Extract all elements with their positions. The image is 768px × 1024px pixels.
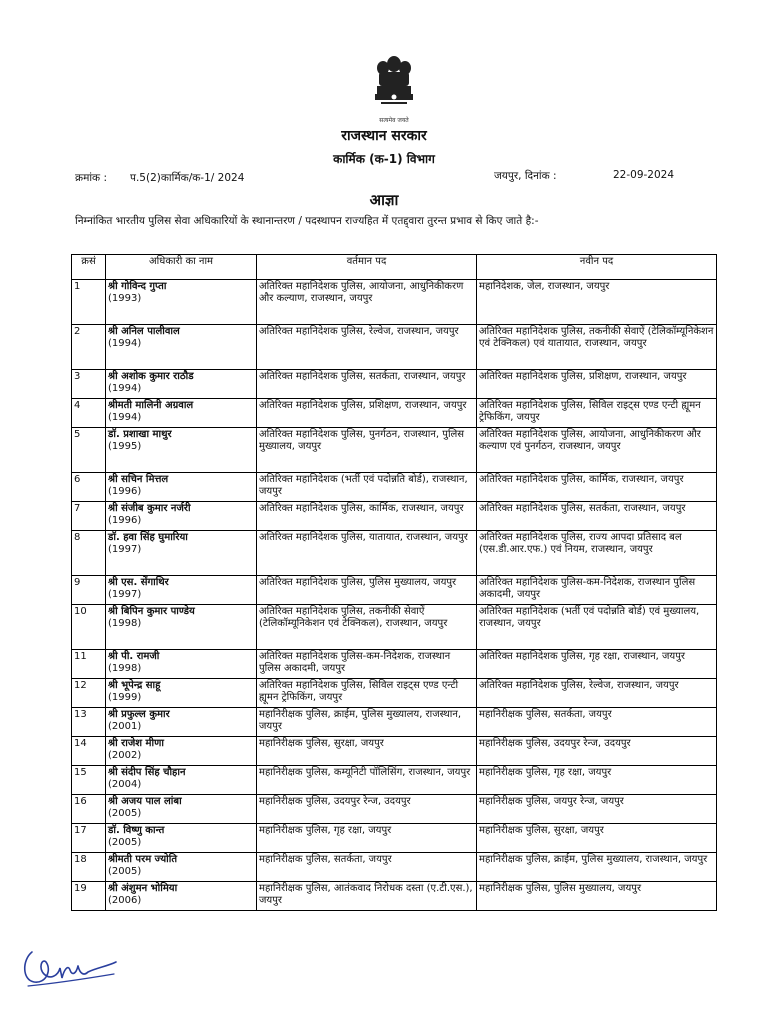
officer-name-cell: [106, 473, 257, 502]
new-post-cell: महानिदेशक, जेल, राजस्थान, जयपुर: [477, 280, 717, 325]
serial-cell: 19: [72, 882, 106, 911]
serial-cell: 16: [72, 795, 106, 824]
batch-year: (1995): [108, 441, 142, 452]
current-post-cell: महानिरीक्षक पुलिस, आतंकवाद निरोधक दस्ता (ए.टी.एस.), जयपुर: [257, 882, 477, 911]
new-post-cell: अतिरिक्त महानिदेशक पुलिस-कम-निदेशक, राजस्थान पुलिस अकादमी, जयपुर: [477, 576, 717, 605]
table-row: [72, 650, 717, 679]
place-date-label: जयपुर, दिनांक :: [494, 170, 557, 182]
government-title: राजस्थान सरकार: [341, 128, 427, 144]
serial-cell: 14: [72, 737, 106, 766]
batch-year: (1996): [108, 515, 142, 526]
officer-name: डॉ. प्रशाखा माथुर: [108, 429, 172, 440]
current-post-cell: अतिरिक्त महानिदेशक पुलिस-कम-निदेशक, राजस्थान पुलिस अकादमी, जयपुर: [257, 650, 477, 679]
new-post-cell: अतिरिक्त महानिदेशक (भर्ती एवं पदोन्नति बोर्ड) एवं मुख्यालय, राजस्थान, जयपुर: [477, 605, 717, 650]
header-officer-name: अधिकारी का नाम: [106, 255, 257, 280]
batch-year: (1999): [108, 692, 142, 703]
new-post-cell: अतिरिक्त महानिदेशक पुलिस, कार्मिक, राजस्थान, जयपुर: [477, 473, 717, 502]
officer-name: श्री संजीब कुमार नर्जरी: [108, 503, 191, 514]
svg-text:सत्यमेव जयते: सत्यमेव जयते: [379, 117, 409, 124]
officer-name-cell: [106, 824, 257, 853]
table-row: [72, 795, 717, 824]
officer-name-cell: [106, 650, 257, 679]
reference-number: [75, 171, 244, 185]
table-row: [72, 473, 717, 502]
officer-name: डॉ. विष्णु कान्त: [108, 825, 165, 836]
current-post-cell: अतिरिक्त महानिदेशक पुलिस, यातायात, राजस्थान, जयपुर: [257, 531, 477, 576]
new-post-cell: अतिरिक्त महानिदेशक पुलिस, रेल्वेज, राजस्थान, जयपुर: [477, 679, 717, 708]
reference-value: प.5(2)कार्मिक/क-1/ 2024: [130, 172, 245, 184]
signature-icon: [18, 940, 118, 995]
batch-year: (2005): [108, 837, 142, 848]
serial-cell: 9: [72, 576, 106, 605]
order-title: आज्ञा: [369, 191, 399, 209]
order-date: 22-09-2024: [613, 169, 675, 181]
department-title: कार्मिक (क-1) विभाग: [333, 152, 435, 166]
transfer-table: [71, 254, 717, 911]
current-post-cell: अतिरिक्त महानिदेशक पुलिस, कार्मिक, राजस्थान, जयपुर: [257, 502, 477, 531]
table-row: [72, 766, 717, 795]
table-row: [72, 882, 717, 911]
new-post-cell: महानिरीक्षक पुलिस, उदयपुर रेन्ज, उदयपुर: [477, 737, 717, 766]
batch-year: (1998): [108, 663, 142, 674]
table-row: [72, 605, 717, 650]
current-post-cell: अतिरिक्त महानिदेशक पुलिस, प्रशिक्षण, राजस्थान, जयपुर: [257, 399, 477, 428]
officer-name-cell: [106, 531, 257, 576]
current-post-cell: अतिरिक्त महानिदेशक पुलिस, आयोजना, आधुनिकीकरण और कल्याण, राजस्थान, जयपुर: [257, 280, 477, 325]
current-post-cell: अतिरिक्त महानिदेशक पुलिस, पुलिस मुख्यालय, जयपुर: [257, 576, 477, 605]
batch-year: (1997): [108, 589, 142, 600]
batch-year: (1997): [108, 544, 142, 555]
table-row: [72, 853, 717, 882]
serial-cell: 15: [72, 766, 106, 795]
officer-name: श्री संदीप सिंह चौहान: [108, 767, 186, 778]
table-row: [72, 370, 717, 399]
new-post-cell: महानिरीक्षक पुलिस, गृह रक्षा, जयपुर: [477, 766, 717, 795]
officer-name: श्री गोविन्द गुप्ता: [108, 281, 167, 292]
officer-name: श्रीमती परम ज्योति: [108, 854, 178, 865]
current-post-cell: अतिरिक्त महानिदेशक पुलिस, सिविल राइट्स एण्ड एन्टी ह्यूमन ट्रेफिकिंग, जयपुर: [257, 679, 477, 708]
officer-name-cell: [106, 708, 257, 737]
batch-year: (2002): [108, 750, 142, 761]
current-post-cell: अतिरिक्त महानिदेशक (भर्ती एवं पदोन्नति बोर्ड), राजस्थान, जयपुर: [257, 473, 477, 502]
serial-cell: 3: [72, 370, 106, 399]
current-post-cell: अतिरिक्त महानिदेशक पुलिस, पुनर्गठन, राजस्थान, पुलिस मुख्यालय, जयपुर: [257, 428, 477, 473]
officer-name: श्री अनिल पालीवाल: [108, 326, 180, 337]
serial-cell: 1: [72, 280, 106, 325]
current-post-cell: महानिरीक्षक पुलिस, सुरक्षा, जयपुर: [257, 737, 477, 766]
table-row: [72, 531, 717, 576]
table-row: [72, 824, 717, 853]
officer-name-cell: [106, 766, 257, 795]
officer-name-cell: [106, 325, 257, 370]
current-post-cell: महानिरीक्षक पुलिस, उदयपुर रेन्ज, उदयपुर: [257, 795, 477, 824]
new-post-cell: महानिरीक्षक पुलिस, सुरक्षा, जयपुर: [477, 824, 717, 853]
officer-name-cell: [106, 882, 257, 911]
new-post-cell: अतिरिक्त महानिदेशक पुलिस, गृह रक्षा, राजस्थान, जयपुर: [477, 650, 717, 679]
serial-cell: 7: [72, 502, 106, 531]
new-post-cell: अतिरिक्त महानिदेशक पुलिस, सिविल राइट्स एण्ड एन्टी ह्यूमन ट्रेफिकिंग, जयपुर: [477, 399, 717, 428]
officer-name-cell: [106, 502, 257, 531]
officer-name-cell: [106, 605, 257, 650]
new-post-cell: महानिरीक्षक पुलिस, पुलिस मुख्यालय, जयपुर: [477, 882, 717, 911]
officer-name-cell: [106, 576, 257, 605]
officer-name-cell: [106, 737, 257, 766]
table-row: [72, 708, 717, 737]
batch-year: (1994): [108, 338, 142, 349]
new-post-cell: महानिरीक्षक पुलिस, सतर्कता, जयपुर: [477, 708, 717, 737]
officer-name-cell: [106, 428, 257, 473]
header-new-post: नवीन पद: [477, 255, 717, 280]
batch-year: (1998): [108, 618, 142, 629]
officer-name-cell: [106, 399, 257, 428]
new-post-cell: महानिरीक्षक पुलिस, क्राईम, पुलिस मुख्यालय, राजस्थान, जयपुर: [477, 853, 717, 882]
new-post-cell: अतिरिक्त महानिदेशक पुलिस, राज्य आपदा प्रतिसाद बल (एस.डी.आर.एफ.) एवं नियम, राजस्थान, जयपुर: [477, 531, 717, 576]
current-post-cell: महानिरीक्षक पुलिस, कम्यूनिटी पॉलिसिंग, राजस्थान, जयपुर: [257, 766, 477, 795]
current-post-cell: अतिरिक्त महानिदेशक पुलिस, रेल्वेज, राजस्थान, जयपुर: [257, 325, 477, 370]
header-serial: क्रसं: [72, 255, 106, 280]
new-post-cell: महानिरीक्षक पुलिस, जयपुर रेन्ज, जयपुर: [477, 795, 717, 824]
serial-cell: 13: [72, 708, 106, 737]
officer-name: श्री भूपेन्द्र साहू: [108, 680, 161, 691]
officer-name: श्री अशोक कुमार राठौड: [108, 371, 194, 382]
serial-cell: 4: [72, 399, 106, 428]
serial-cell: 8: [72, 531, 106, 576]
officer-name-cell: [106, 280, 257, 325]
batch-year: (1994): [108, 412, 142, 423]
officer-name: श्री सचिन मित्तल: [108, 474, 169, 485]
current-post-cell: अतिरिक्त महानिदेशक पुलिस, तकनीकी सेवाऐं (टेलिकॉम्यूनिकेशन एवं टेक्निकल), राजस्थान, जयपुर: [257, 605, 477, 650]
batch-year: (2004): [108, 779, 142, 790]
table-row: [72, 280, 717, 325]
officer-name-cell: [106, 795, 257, 824]
current-post-cell: महानिरीक्षक पुलिस, गृह रक्षा, जयपुर: [257, 824, 477, 853]
serial-cell: 2: [72, 325, 106, 370]
officer-name: श्री पी. रामजी: [108, 651, 160, 662]
table-row: [72, 399, 717, 428]
officer-name: श्री एस. सेंगाथिर: [108, 577, 169, 588]
table-header-row: [72, 255, 717, 280]
officer-name: श्री प्रफुल्ल कुमार: [108, 709, 170, 720]
table-row: [72, 679, 717, 708]
serial-cell: 17: [72, 824, 106, 853]
state-emblem-icon: [369, 50, 419, 128]
current-post-cell: महानिरीक्षक पुलिस, सतर्कता, जयपुर: [257, 853, 477, 882]
header-current-post: वर्तमान पद: [257, 255, 477, 280]
officer-name: श्रीमती मालिनी अग्रवाल: [108, 400, 194, 411]
batch-year: (2005): [108, 866, 142, 877]
serial-cell: 12: [72, 679, 106, 708]
new-post-cell: अतिरिक्त महानिदेशक पुलिस, प्रशिक्षण, राजस्थान, जयपुर: [477, 370, 717, 399]
officer-name-cell: [106, 370, 257, 399]
batch-year: (1994): [108, 383, 142, 394]
table-row: [72, 737, 717, 766]
officer-name: श्री अंशुमन भोमिया: [108, 883, 178, 894]
serial-cell: 5: [72, 428, 106, 473]
officer-name: डॉ. हवा सिंह घुमारिया: [108, 532, 188, 543]
serial-cell: 11: [72, 650, 106, 679]
batch-year: (1993): [108, 293, 142, 304]
table-row: [72, 325, 717, 370]
batch-year: (2005): [108, 808, 142, 819]
batch-year: (2001): [108, 721, 142, 732]
table-row: [72, 428, 717, 473]
officer-name: श्री बिपिन कुमार पाण्डेय: [108, 606, 195, 617]
serial-cell: 6: [72, 473, 106, 502]
batch-year: (1996): [108, 486, 142, 497]
officer-name-cell: [106, 679, 257, 708]
serial-cell: 10: [72, 605, 106, 650]
new-post-cell: अतिरिक्त महानिदेशक पुलिस, आयोजना, आधुनिकीकरण और कल्याण एवं पुनर्गठन, राजस्थान, जयपुर: [477, 428, 717, 473]
officer-name: श्री अजय पाल लांबा: [108, 796, 182, 807]
table-row: [72, 502, 717, 531]
new-post-cell: अतिरिक्त महानिदेशक पुलिस, तकनीकी सेवाऐं (टेलिकॉम्यूनिकेशन एवं टेक्निकल) एवं यातायात, राजस्थान, जयपुर: [477, 325, 717, 370]
table-row: [72, 576, 717, 605]
intro-paragraph: निम्नांकित भारतीय पुलिस सेवा अधिकारियों के स्थानान्तरण / पदस्थापन राज्यहित में एतद्द्वारा तुरन्त प्रभाव से किए जाते है:-: [75, 215, 539, 227]
batch-year: (2006): [108, 895, 142, 906]
current-post-cell: महानिरीक्षक पुलिस, क्राईम, पुलिस मुख्यालय, राजस्थान, जयपुर: [257, 708, 477, 737]
officer-name: श्री राजेश मीणा: [108, 738, 164, 749]
current-post-cell: अतिरिक्त महानिदेशक पुलिस, सतर्कता, राजस्थान, जयपुर: [257, 370, 477, 399]
new-post-cell: अतिरिक्त महानिदेशक पुलिस, सतर्कता, राजस्थान, जयपुर: [477, 502, 717, 531]
officer-name-cell: [106, 853, 257, 882]
reference-label: क्रमांक :: [75, 172, 108, 184]
serial-cell: 18: [72, 853, 106, 882]
